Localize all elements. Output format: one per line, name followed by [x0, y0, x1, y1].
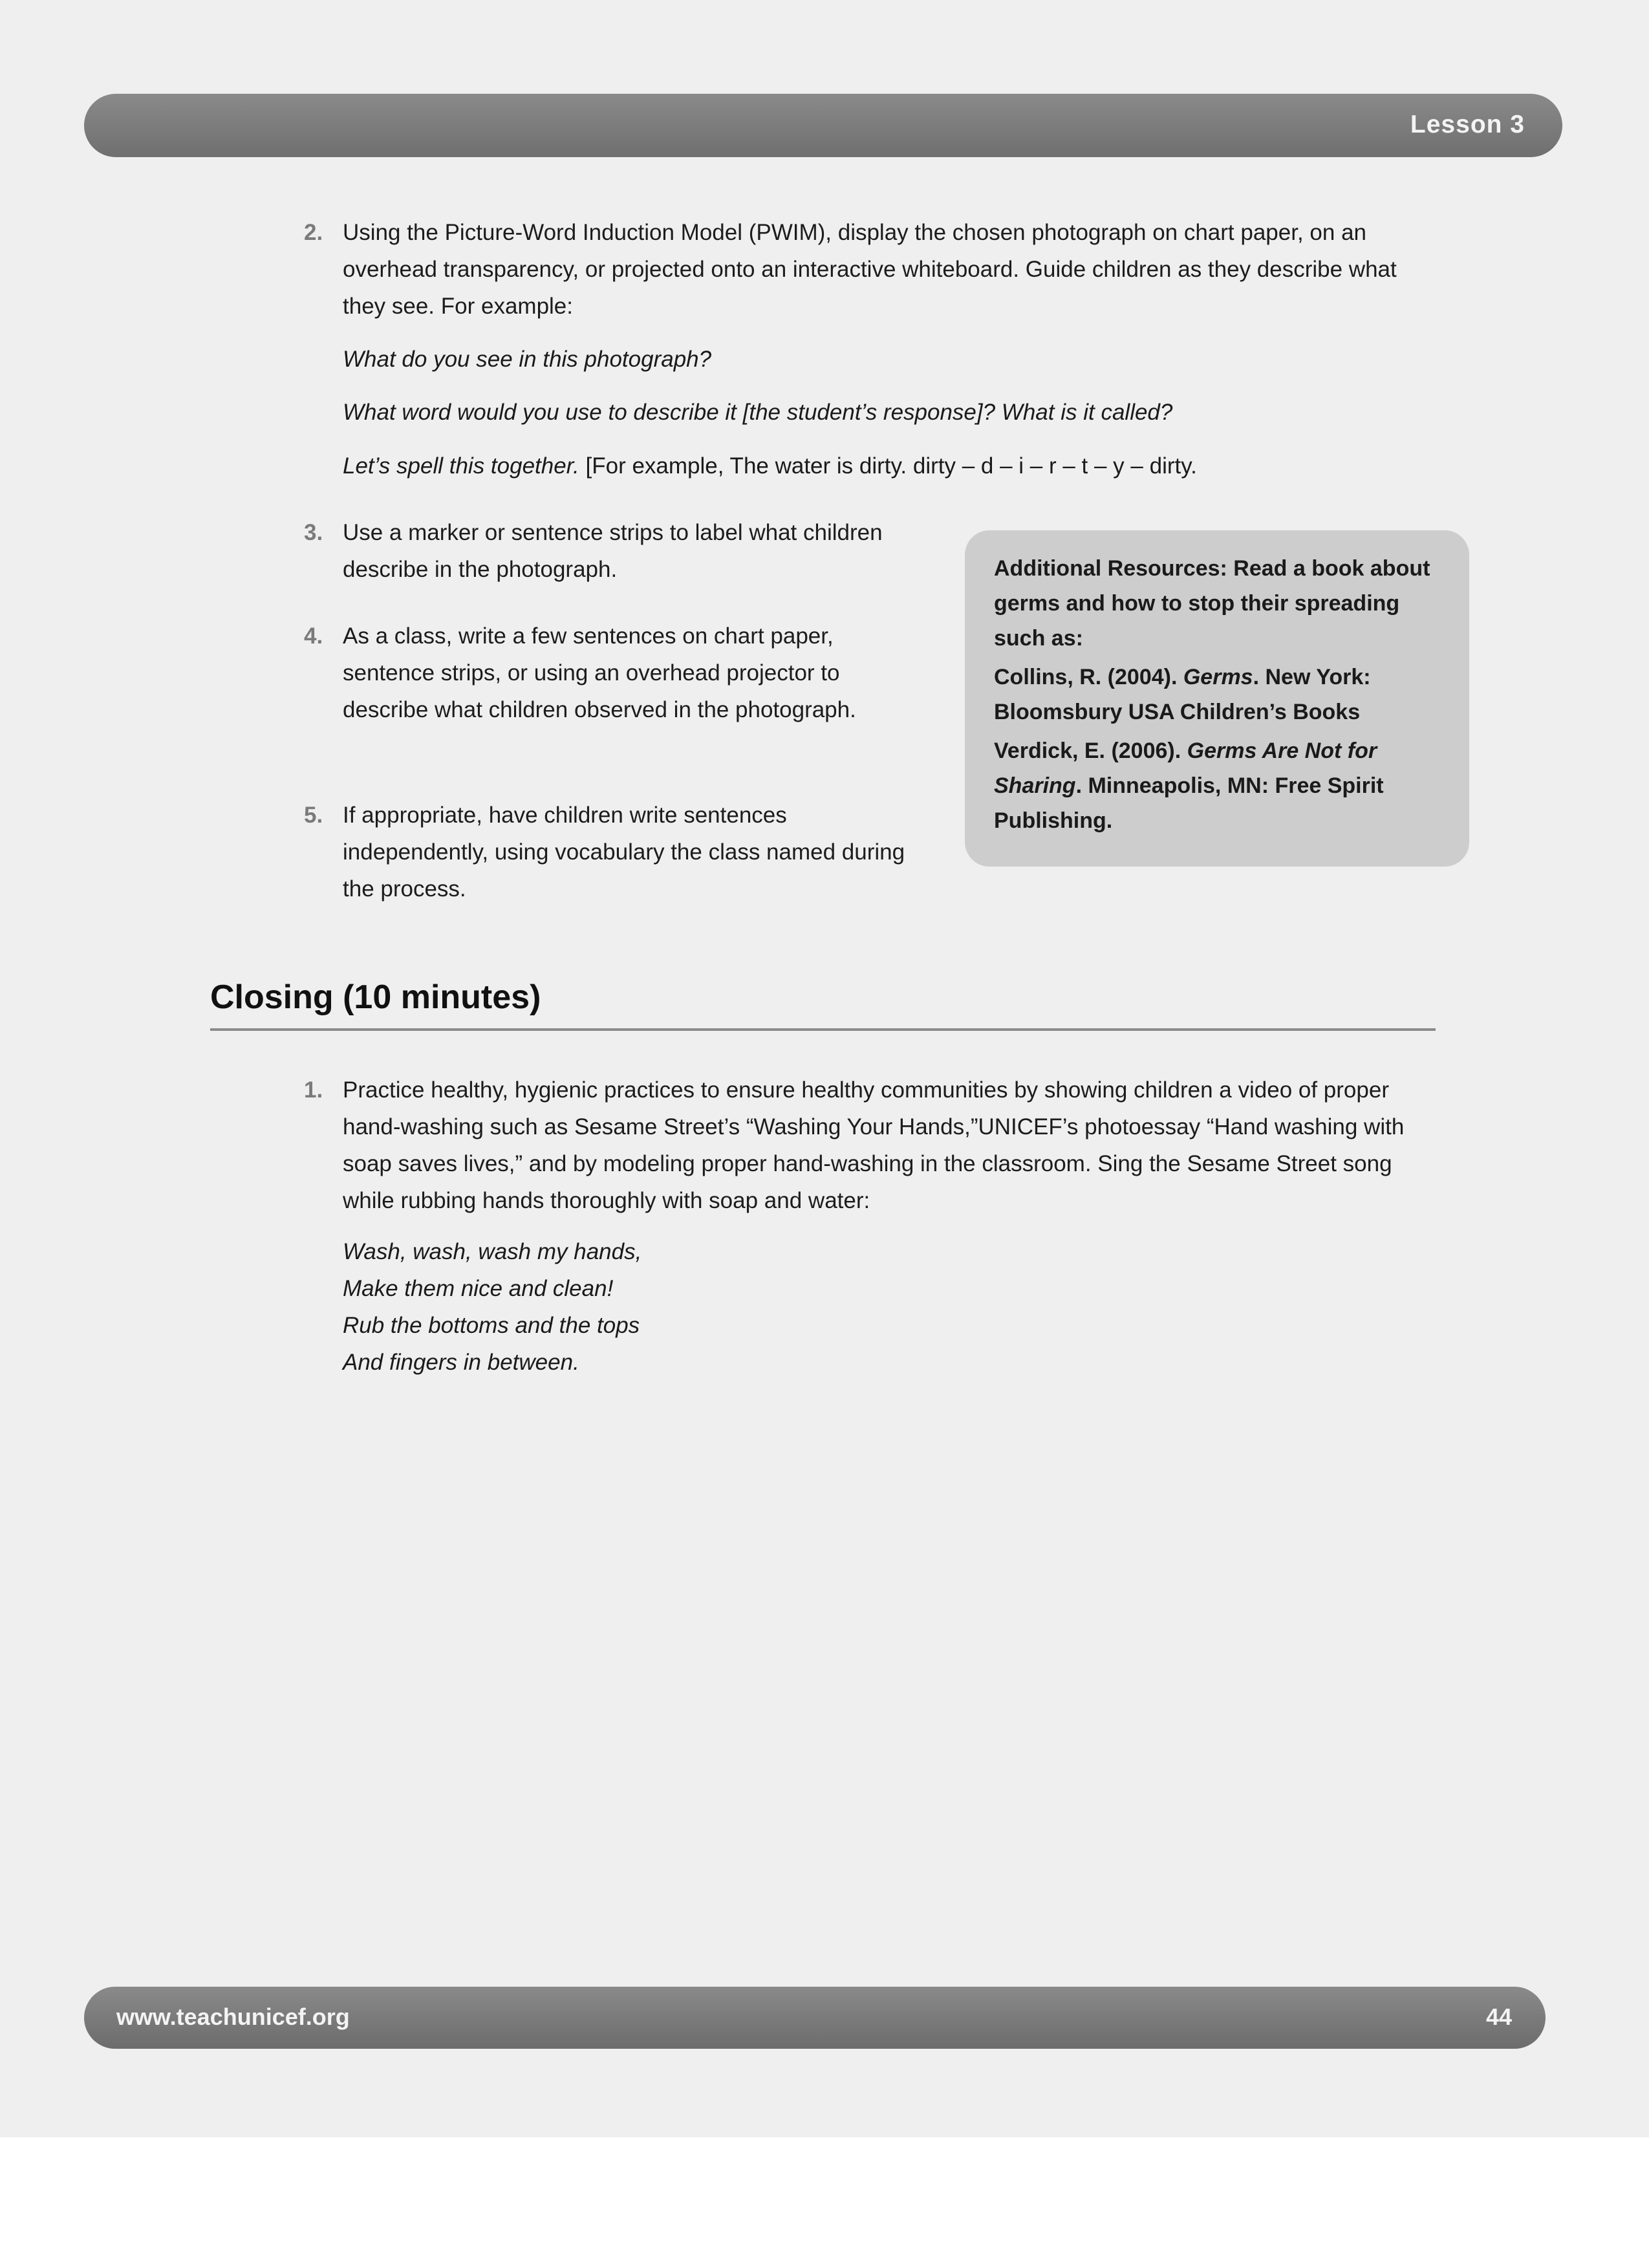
footer-bar — [84, 1987, 1546, 2049]
step-text: Practice healthy, hygienic practices to ensure healthy communities by showing children a video of proper hand-washing such as Sesame Street’s “Washing Your Hands,”UNICEF’s photoessay “Hand washing with soap saves lives,” and by modeling proper hand-washing in the classroom. Sing the Sesame Street song while rubbing hands thoroughly with soap and water: — [343, 1077, 1405, 1213]
step-3 — [304, 514, 912, 588]
song-line: Rub the bottoms and the tops — [343, 1313, 640, 1338]
lesson-label: Lesson 3 — [1410, 111, 1525, 138]
step-number: 2. — [304, 220, 323, 245]
step-text: Using the Picture-Word Induction Model (PWIM), display the chosen photograph on chart paper, on an overhead transparency, or projected onto an interactive whiteboard. Guide children as they describe what they see. For example: — [343, 220, 1397, 319]
closing-heading: Closing (10 minutes) — [210, 978, 541, 1016]
footer-url: www.teachunicef.org — [116, 2003, 350, 2030]
step-text: As a class, write a few sentences on chart paper, sentence strips, or using an overhead projector to describe what children observed in the photograph. — [343, 623, 856, 722]
step-text: Use a marker or sentence strips to label what children describe in the photograph. — [343, 520, 883, 582]
step-5 — [304, 797, 912, 907]
closing-step-1 — [304, 1072, 1429, 1219]
resources-intro: Additional Resources: Read a book about germs and how to stop their spreading such as: — [994, 556, 1430, 651]
example-spelling-plain: [For example, The water is dirty. dirty – d – i – r – t – y – dirty. — [579, 453, 1197, 479]
song-line: Wash, wash, wash my hands, — [343, 1239, 642, 1264]
example-spelling — [343, 448, 1197, 484]
step-number: 4. — [304, 623, 323, 649]
header-bar — [84, 94, 1562, 157]
resource-collins: Collins, R. (2004). Germs. New York: Bloomsbury USA Children’s Books — [994, 665, 1371, 724]
step-number: 1. — [304, 1077, 323, 1103]
step-number: 3. — [304, 520, 323, 545]
resource-verdick: Verdick, E. (2006). Germs Are Not for Sharing. Minneapolis, MN: Free Spirit Publishing. — [994, 739, 1384, 833]
example-question-1: What do you see in this photograph? — [343, 347, 712, 372]
song-lyrics — [343, 1233, 641, 1381]
section-divider — [210, 1028, 1436, 1031]
example-question-2: What word would you use to describe it [the student’s response]? What is it called? — [343, 400, 1173, 425]
page-number: 44 — [1485, 2003, 1512, 2030]
song-line: Make them nice and clean! — [343, 1276, 614, 1301]
example-spelling-italic: Let’s spell this together. — [343, 453, 579, 479]
additional-resources-box — [965, 530, 1469, 867]
song-line: And fingers in between. — [343, 1350, 579, 1375]
step-number: 5. — [304, 803, 323, 828]
step-4 — [304, 618, 912, 728]
step-text: If appropriate, have children write sentences independently, using vocabulary the class named during the process. — [343, 803, 905, 902]
step-2 — [304, 214, 1403, 325]
